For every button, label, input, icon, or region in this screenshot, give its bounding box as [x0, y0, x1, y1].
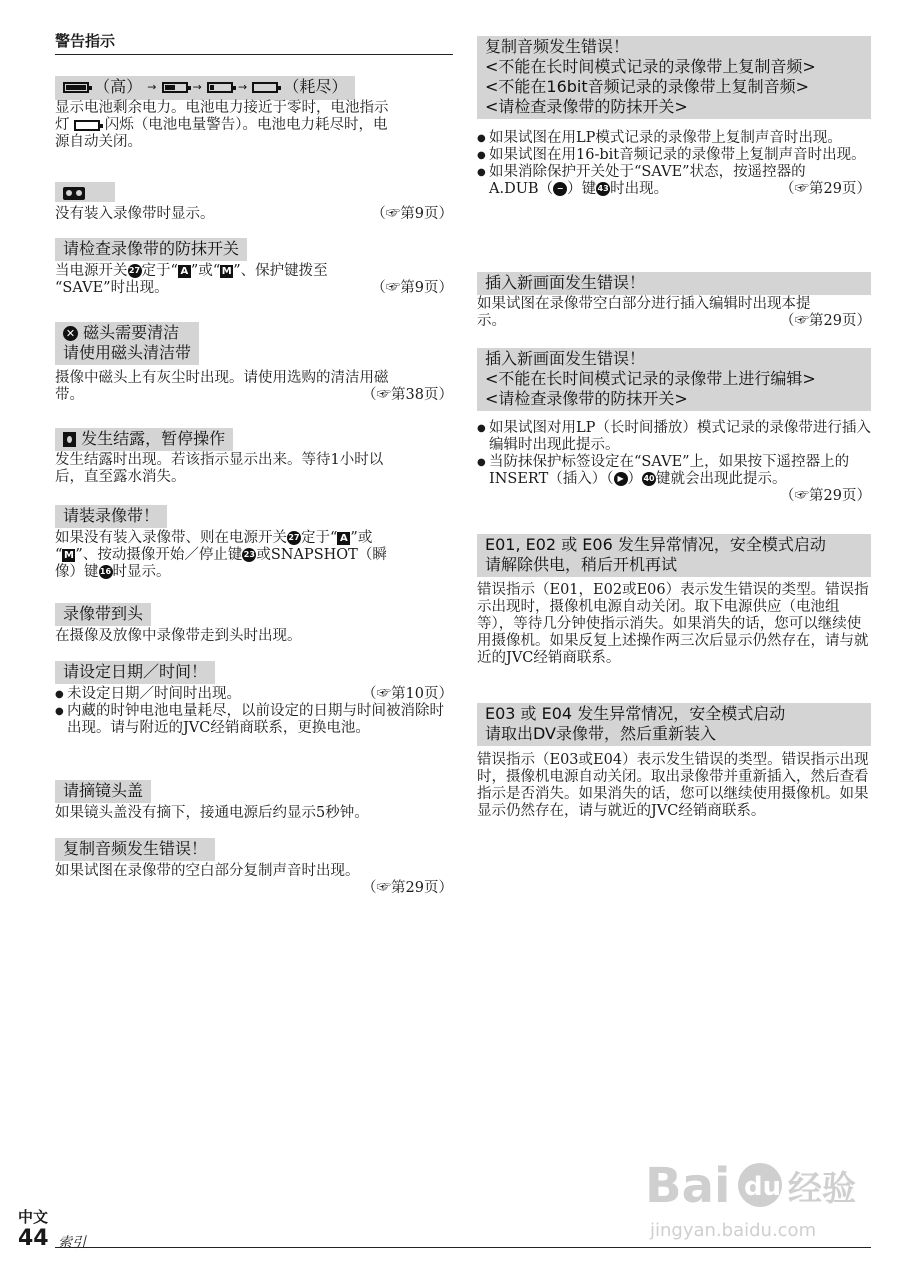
list-item: ● 内藏的时钟电池电量耗尽，以前设定的日期与时间被消除时出现。请与附近的JVC经销商联系，更换电池。	[55, 703, 453, 737]
page-number: 44	[18, 1226, 49, 1251]
check-protect-body: 当电源开关27定于“ A ”或“ M ”、保护键拨至 “SAVE”时出现。 （☞第9页）	[55, 263, 453, 296]
mode-a-icon: A	[178, 265, 191, 278]
battery-empty-icon	[252, 82, 278, 93]
heading-set-date: 请设定日期／时间！	[55, 661, 215, 684]
list-item: ● 如果消除保护开关处于“SAVE”状态，按遥控器的 A.DUB（ − ）键43时出现。 （☞第29页）	[477, 164, 871, 198]
battery-two-icon	[162, 82, 188, 93]
footer-section-label: 索引	[58, 1235, 86, 1251]
baidu-watermark	[640, 1140, 880, 1250]
insert-tape-body: 如果没有装入录像带、则在电源开关27定于“ A ”或 “ M ”、按动摄像开始／停止键23或SNAPSHOT（瞬 像）键16时显示。	[55, 530, 387, 580]
footer-rule	[55, 1247, 871, 1248]
mode-m-icon: M	[63, 549, 74, 561]
audio-dub-error-2-body	[477, 130, 871, 198]
list-item: ● 当防抹保护标签设定在“SAVE”上，如果按下遥控器上的INSERT（插入）（ ▶ ）40键就会出现此提示。 （☞第29页）	[477, 454, 871, 488]
heading-e01-error: E01, E02 或 E06 发生异常情况，安全模式启动 请解除供电，稍后开机再试	[477, 534, 871, 577]
insert-error-body: 如果试图在录像带空白部分进行插入编辑时出现本提 示。 （☞第29页）	[477, 296, 871, 329]
arrow-icon: →	[147, 80, 157, 94]
list-item: ● 未设定日期／时间时出现。 （☞第10页）	[55, 686, 453, 703]
number-16-icon: 16	[99, 565, 113, 579]
heading-head-clean: ✕ 磁头需要清洁 请使用磁头清洁带	[55, 322, 199, 365]
tape-end-body: 在摄像及放像中录像带走到头时出现。	[55, 628, 302, 644]
heading-audio-dub-error: 复制音频发生错误！	[55, 838, 215, 861]
watermark-brand-b: du	[744, 1172, 782, 1202]
page-ref: （☞第9页）	[371, 206, 453, 222]
watermark-brand-c: 经验	[788, 1169, 856, 1209]
number-23-icon: 23	[242, 548, 256, 562]
e01-error-body: 错误指示（E01，E02或E06）表示发生错误的类型。错误指示出现时，摄像机电源自动关闭。取下电源供应（电池组等），等待几分钟使指示消失。如果消失的话，您可以继续使用摄像机。如果反复上述操作两三次后显示仍然存在，请与就近的JVC经销商联系。	[477, 582, 869, 666]
list-item: ● 如果试图在用LP模式记录的录像带上复制声音时出现。	[477, 130, 871, 147]
heading-e03-error: E03 或 E04 发生异常情况，安全模式启动 请取出DV录像带，然后重新装入	[477, 703, 871, 746]
page-title: 警告指示	[55, 32, 116, 50]
number-43-icon: 43	[596, 182, 610, 196]
list-item: ● 如果试图在用16-bit音频记录的录像带上复制声音时出现。	[477, 147, 871, 164]
page-ref: （☞第29页）	[780, 313, 871, 329]
condensation-body: 发生结露时出现。若该指示显示出来。等待1小时以 后，直至露水消失。	[55, 452, 384, 485]
page-ref: （☞第38页）	[362, 387, 453, 403]
number-40-icon: 40	[642, 472, 656, 486]
page-ref: （☞第29页）	[780, 181, 871, 197]
mode-m-icon: M	[221, 265, 232, 277]
battery-one-icon	[207, 82, 233, 93]
e03-error-body: 错误指示（E03或E04）表示发生错误的类型。错误指示出现时，摄像机电源自动关闭。取出录像带并重新插入，然后查看指示是否消失。如果消失的话，您可以继续使用摄像机。如果显示仍然存在，请与就近的JVC经销商联系。	[477, 752, 869, 819]
heading-insert-tape: 请装录像带！	[55, 505, 167, 528]
heading-audio-dub-error-2: 复制音频发生错误！ <不能在长时间模式记录的录像带上复制音频> <不能在16bit音频记录的录像带上复制音频> <请检查录像带的防抹开关>	[477, 36, 871, 119]
no-tape-body: 没有装入录像带时显示。 （☞第9页）	[55, 206, 453, 222]
heading-insert-error-2: 插入新画面发生错误！ <不能在长时间模式记录的录像带上进行编辑> <请检查录像带的防抹开关>	[477, 348, 871, 411]
heading-lens-cap: 请摘镜头盖	[55, 780, 151, 803]
heading-check-protect: 请检查录像带的防抹开关	[55, 238, 247, 261]
page-ref: （☞第29页）	[780, 488, 871, 504]
arrow-icon: →	[192, 80, 202, 94]
battery-full-icon	[63, 82, 89, 93]
page-ref: （☞第9页）	[371, 280, 453, 296]
minus-icon: −	[553, 182, 567, 196]
page-header	[55, 30, 453, 55]
watermark-url: jingyan.baidu.com	[650, 1220, 817, 1241]
page-ref: （☞第29页）	[362, 880, 453, 896]
condensation-icon	[63, 432, 76, 447]
heading-condensation: 发生结露，暂停操作	[55, 428, 233, 451]
insert-error-2-body	[477, 420, 871, 505]
mode-a-icon: A	[337, 532, 350, 545]
audio-dub-error-body: 如果试图在录像带的空白部分复制声音时出现。 （☞第29页）	[55, 863, 453, 896]
battery-body: 显示电池剩余电力。电池电力接近于零时，电池指示 灯 闪烁（电池电量警告）。电池电力耗尽时，电 源自动关闭。	[55, 100, 389, 150]
heading-no-tape	[55, 182, 115, 202]
heading-tape-end: 录像带到头	[55, 603, 151, 626]
number-27-icon: 27	[128, 264, 142, 278]
lens-cap-body: 如果镜头盖没有摘下，接通电源后约显示5秒钟。	[55, 805, 369, 821]
arrow-icon: →	[238, 80, 248, 94]
battery-empty-icon	[74, 120, 100, 131]
set-date-body	[55, 686, 453, 737]
list-item: ● 如果试图对用LP（长时间播放）模式记录的录像带进行插入编辑时出现此提示。	[477, 420, 871, 454]
heading-battery: （高） → → → （耗尽）	[55, 76, 355, 100]
head-clean-body: 摄像中磁头上有灰尘时出现。请使用选购的清洁用磁 带。 （☞第38页）	[55, 370, 453, 403]
heading-insert-error: 插入新画面发生错误！	[477, 272, 871, 295]
play-icon: ▶	[614, 472, 628, 486]
watermark-brand-a: Bai	[645, 1158, 731, 1214]
number-27-icon: 27	[287, 531, 301, 545]
error-x-icon: ✕	[63, 326, 78, 341]
page-ref: （☞第10页）	[362, 686, 453, 702]
tape-icon	[63, 187, 85, 200]
footer-language: 中文	[18, 1208, 49, 1226]
